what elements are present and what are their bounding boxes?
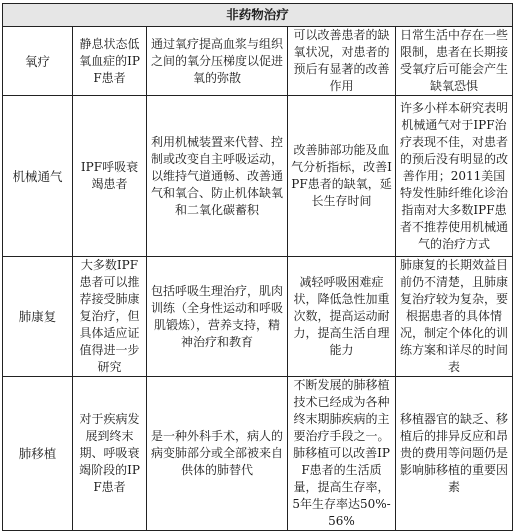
non-drug-therapy-table <box>2 3 513 531</box>
row-description: 是一种外科手术，病人的病变肺部分或全部被来自供体的肺替代 <box>147 377 288 531</box>
table-title: 非药物治疗 <box>3 4 513 27</box>
row-category: 肺康复 <box>3 257 73 377</box>
row-category: 肺移植 <box>3 377 73 531</box>
table-title-row <box>3 4 513 27</box>
row-population: 对于疾病发展到终末期、呼吸衰竭阶段的IPF患者 <box>73 377 147 531</box>
table-row <box>3 27 513 96</box>
row-effect: 减轻呼吸困难症状，降低急性加重次数，提高运动耐力，提高生活自理能力 <box>288 257 396 377</box>
row-population: 大多数IPF患者可以推荐接受肺康复治疗，但具体适应证值得进一步研究 <box>73 257 147 377</box>
row-category: 氧疗 <box>3 27 73 96</box>
row-description: 包括呼吸生理治疗，肌肉训练（全身性运动和呼吸肌锻炼），营养支持，精神治疗和教育 <box>147 257 288 377</box>
table-row <box>3 96 513 257</box>
row-effect: 可以改善患者的缺氧状况，对患者的预后有显著的改善作用 <box>288 27 396 96</box>
row-remark: 肺康复的长期效益目前仍不清楚，且肺康复治疗较为复杂，要根据患者的具体情况，制定个体化的训练方案和详尽的时间表 <box>396 257 513 377</box>
table-row <box>3 257 513 377</box>
row-population: 静息状态低氧血症的IPF患者 <box>73 27 147 96</box>
row-remark: 许多小样本研究表明机械通气对于IPF治疗表现不佳，对患者的预后没有明显的改善作用；2011美国特发性肺纤维化诊治指南对大多数IPF患者不推荐使用机械通气的治疗方式 <box>396 96 513 257</box>
row-effect: 改善肺部功能及血气分析指标，改善IPF患者的缺氧，延长生存时间 <box>288 96 396 257</box>
row-remark: 移植器官的缺乏、移植后的排异反应和昂贵的费用等问题仍是影响肺移植的重要因素 <box>396 377 513 531</box>
table-row <box>3 377 513 531</box>
row-remark: 日常生活中存在一些限制，患者在长期接受氧疗后可能会产生缺氧恐惧 <box>396 27 513 96</box>
row-description: 利用机械装置来代替、控制或改变自主呼吸运动，以维持气道通畅、改善通气和氧合、防止机体缺氧和二氧化碳蓄积 <box>147 96 288 257</box>
row-population: IPF呼吸衰竭患者 <box>73 96 147 257</box>
row-effect: 不断发展的肺移植技术已经成为各种终末期肺疾病的主要治疗手段之一。肺移植可以改善IPF患者的生活质量，提高生存率，5年生存率达50%-56% <box>288 377 396 531</box>
row-description: 通过氧疗提高血浆与组织之间的氧分压梯度以促进氧的弥散 <box>147 27 288 96</box>
row-category: 机械通气 <box>3 96 73 257</box>
